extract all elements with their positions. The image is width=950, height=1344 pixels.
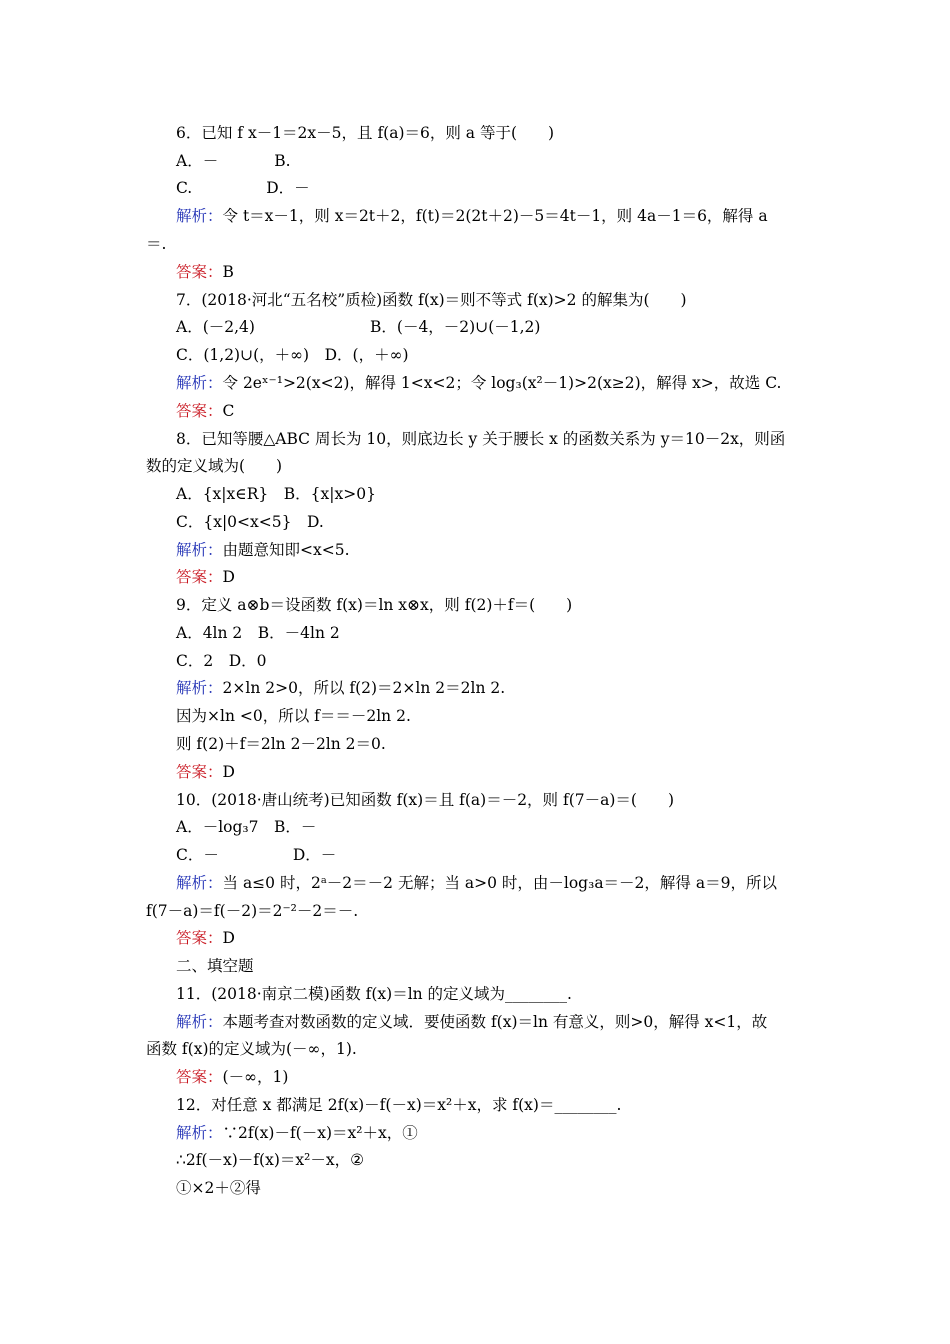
q8-analysis: 解析：由题意知即<x<5. <box>176 541 350 559</box>
q12-analysis: 解析：∵2f(x)－f(－x)＝x²＋x，① <box>176 1124 418 1142</box>
q9-analysis: 解析：2×ln 2>0，所以 f(2)＝2×ln 2＝2ln 2. <box>176 679 506 697</box>
q11-analysis: 解析：本题考查对数函数的定义域．要使函数 f(x)＝ln 有意义，则>0，解得 x<1，故 <box>176 1013 768 1031</box>
q10-analysis-cont: f(7－a)＝f(－2)＝2⁻²－2＝－. <box>146 902 359 920</box>
q11-stem: 11．(2018·南京二模)函数 f(x)＝ln 的定义域为________. <box>176 985 572 1003</box>
analysis-label: 解析： <box>176 541 223 559</box>
q6-options-cd <box>0 174 950 202</box>
q7-stem: 7．(2018·河北“五名校”质检)函数 f(x)＝则不等式 f(x)>2 的解集为( ) <box>176 291 687 309</box>
q11-answer: 答案：(－∞，1) <box>176 1068 289 1086</box>
q9-options-cd: C．2 D．0 <box>176 652 267 670</box>
q10-options-cd <box>0 841 950 869</box>
q8-answer: 答案：D <box>176 568 235 586</box>
analysis-label: 解析： <box>176 874 223 892</box>
q6-opt-a: A．－ <box>176 152 219 170</box>
q8-options-cd: C．{x|0<x<5} D. <box>176 513 324 531</box>
q6-analysis-cont: ＝. <box>146 235 167 253</box>
analysis-label: 解析： <box>176 679 223 697</box>
answer-label: 答案： <box>176 763 223 781</box>
q10-analysis: 解析：当 a≤0 时，2ᵃ－2＝－2 无解；当 a>0 时，由－log₃a＝－2，解得 a＝9，所以 <box>176 874 777 892</box>
q6-analysis: 解析：令 t＝x－1，则 x＝2t＋2，f(t)＝2(2t＋2)－5＝4t－1，则 4a－1＝6，解得 a <box>176 207 768 225</box>
q9-analysis-line2: 因为×ln <0，所以 f＝＝－2ln 2. <box>176 707 411 725</box>
q6-answer: 答案：B <box>176 263 234 281</box>
q7-answer: 答案：C <box>176 402 235 420</box>
q9-answer: 答案：D <box>176 763 235 781</box>
q10-options-ab: A．－log₃7 B．－ <box>176 818 317 836</box>
q12-stem: 12．对任意 x 都满足 2f(x)－f(－x)＝x²＋x，求 f(x)＝________. <box>176 1096 622 1114</box>
answer-label: 答案： <box>176 263 223 281</box>
q10-answer: 答案：D <box>176 929 235 947</box>
q10-stem: 10．(2018·唐山统考)已知函数 f(x)＝且 f(a)＝－2，则 f(7－a)＝( ) <box>176 791 675 809</box>
q12-line3: ①×2＋②得 <box>176 1179 261 1197</box>
q7-options-cd: C．(1,2)∪(，＋∞) D．(，＋∞) <box>176 346 409 364</box>
answer-label: 答案： <box>176 568 223 586</box>
q10-opt-d: D．－ <box>292 846 337 864</box>
q6-opt-b: B. <box>274 152 291 170</box>
q9-analysis-line3: 则 f(2)＋f＝2ln 2－2ln 2＝0. <box>176 735 386 753</box>
answer-label: 答案： <box>176 1068 223 1086</box>
analysis-label: 解析： <box>176 374 223 392</box>
q6-opt-c: C. <box>176 179 193 197</box>
q7-opt-b: B．(－4，－2)∪(－1,2) <box>370 318 541 336</box>
q8-stem-cont: 数的定义域为( ) <box>146 457 283 475</box>
analysis-label: 解析： <box>176 207 223 225</box>
answer-label: 答案： <box>176 402 223 420</box>
q7-options-ab <box>0 313 950 341</box>
q6-options-ab <box>0 147 950 175</box>
section-heading: 二、填空题 <box>176 957 254 975</box>
analysis-label: 解析： <box>176 1013 223 1031</box>
q6-opt-d: D．－ <box>266 179 310 197</box>
q8-options-ab: A．{x|x∈R} B．{x|x>0} <box>176 485 376 503</box>
q12-line2: ∴2f(－x)－f(x)＝x²－x，② <box>176 1151 364 1169</box>
q7-analysis: 解析：令 2eˣ⁻¹>2(x<2)，解得 1<x<2；令 log₃(x²－1)>2(x≥2)，解得 x>，故选 C. <box>176 374 782 392</box>
q6-stem: 6．已知 f x－1＝2x－5，且 f(a)＝6，则 a 等于( ) <box>176 124 555 142</box>
q11-analysis-cont: 函数 f(x)的定义域为(－∞，1). <box>146 1040 357 1058</box>
q8-stem: 8．已知等腰△ABC 周长为 10，则底边长 y 关于腰长 x 的函数关系为 y＝10－2x，则函 <box>176 430 786 448</box>
q10-opt-c: C．－ <box>176 846 219 864</box>
analysis-label: 解析： <box>176 1124 223 1142</box>
q7-opt-a: A．(－2,4) <box>176 318 255 336</box>
q9-options-ab: A．4ln 2 B．－4ln 2 <box>176 624 340 642</box>
answer-label: 答案： <box>176 929 223 947</box>
q9-stem: 9．定义 a⊗b＝设函数 f(x)＝ln x⊗x，则 f(2)＋f＝( ) <box>176 596 573 614</box>
